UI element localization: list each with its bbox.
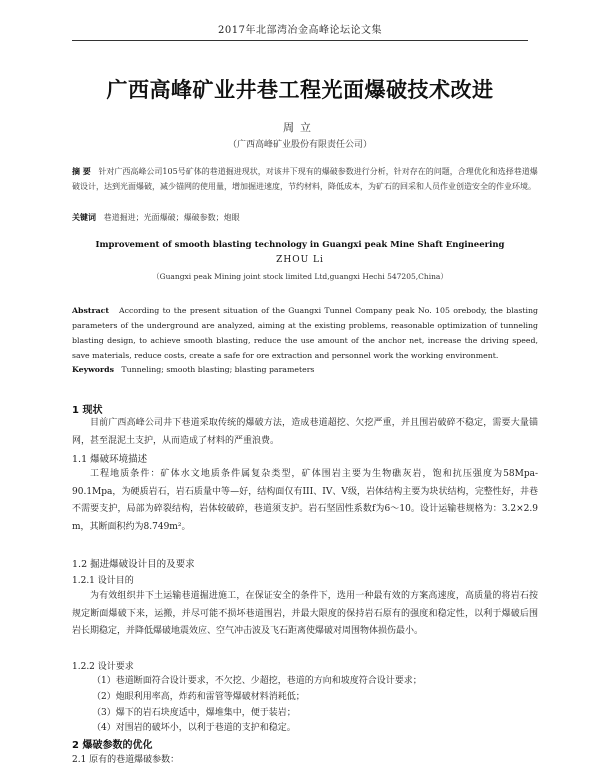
english-author: ZHOU Li: [276, 255, 324, 265]
english-affiliation: （Guangxi peak Mining joint stock limited Ltd,guangxi Hechi 547205,China）: [152, 272, 448, 281]
section-1-1-paragraph: 工程地质条件：矿体水文地质条件属复杂类型，矿体围岩主要为生物礁灰岩，饱和抗压强度为58Mpa-90.1Mpa，为硬质岩石，岩石质量中等—好，结构面仅有III、IV、V级，岩体结构主要为块状结构，完整性好，井巷不需要支护，局部为碎裂结构，岩体较破碎，巷道须支护。岩石坚固性系数f为6～10。设计运输巷规格为：3.2×2.9 m，其断面积约为8.749m²。: [72, 469, 538, 532]
cn-keywords-text: 巷道掘进；光面爆破；爆破参数；炮眼: [103, 213, 240, 222]
author-affiliation: （广西高峰矿业股份有限责任公司）: [227, 140, 372, 150]
chinese-abstract: [72, 164, 542, 194]
cn-keywords-label: 关键词: [72, 212, 96, 222]
requirement-item: （3）爆下的岩石块度适中，爆堆集中，便于装岩；: [92, 708, 296, 718]
section-1-2-1-heading: 1.2.1 设计目的: [72, 576, 134, 586]
running-header: 2017年北部湾冶金高峰论坛论文集: [218, 25, 382, 36]
english-title: Improvement of smooth blasting technology in Guangxi peak Mine Shaft Engineering: [95, 240, 505, 250]
section-1-2-heading: 1.2 掘进爆破设计目的及要求: [72, 559, 195, 570]
section-1-2-2-heading: 1.2.2 设计要求: [72, 662, 134, 672]
en-abstract-label: Abstract: [72, 306, 110, 315]
requirement-item: （1）巷道断面符合设计要求，不欠挖、少超挖，巷道的方向和坡度符合设计要求；: [92, 676, 422, 686]
section-1-2-1-paragraph: 为有效组织井下土运输巷道掘进施工，在保证安全的条件下，选用一种最有效的方案高速度，高质量的将岩石按规定断面爆破下来，运搬，并尽可能不损坏巷道围岩，并最大限度的保持岩石原有的强度和稳定性，以利于爆破后围岩长期稳定，并降低爆破地震效应、空气冲击波及飞石距离使爆破对周围物体损伤最小。: [72, 591, 538, 636]
section-2-1-heading: 2.1 原有的巷道爆破参数：: [72, 755, 180, 765]
english-keywords: [72, 365, 538, 374]
en-keywords-label: Keywords: [72, 365, 114, 374]
section-1-1-heading: 1.1 爆破环境描述: [72, 454, 148, 465]
cn-abstract-text: 针对广西高峰公司105号矿体的巷道掘进现状，对该井下现有的爆破参数进行分析，针对存在的问题，合理优化和选择巷道爆破设计，达到光面爆破，减少锚网的使用量，增加掘进速度，节约材料，降低成本，为矿石的回采和人员作业创造安全的作业环境。: [72, 167, 538, 191]
english-abstract: [72, 303, 538, 363]
paper-title: 广西高峰矿业井巷工程光面爆破技术改进: [106, 78, 494, 102]
cn-abstract-label: 摘 要: [72, 166, 91, 176]
en-keywords-text: Tunneling; smooth blasting; blasting parameters: [121, 365, 315, 374]
en-abstract-text: According to the present situation of the Guangxi Tunnel Company peak No. 105 orebody, the blasting parameters of the underground are analyzed, aiming at the existing problems, reasonable optimization of tunneling blasting design, to achieve smooth blasting, reduce the use amount of the anchor net, increase the driving speed, save materials, reduce costs, create a safe for ore extraction and personnel work the working environment.: [72, 306, 538, 360]
section-1-paragraph: 目前广西高峰公司井下巷道采取传统的爆破方法，造成巷道超挖、欠挖严重，并且围岩破碎不稳定，需要大量锚网，甚至混泥土支护，从而造成了材料的严重浪费。: [72, 418, 538, 446]
author-name: 周立: [283, 121, 317, 134]
section-1-heading: 1 现状: [72, 405, 103, 416]
requirement-item: （4）对围岩的破坏小，以利于巷道的支护和稳定。: [92, 723, 296, 733]
chinese-keywords: [72, 212, 542, 223]
requirement-item: （2）炮眼利用率高，炸药和雷管等爆破材料消耗低；: [92, 692, 305, 702]
section-2-heading: 2 爆破参数的优化: [72, 740, 153, 751]
header-divider: [72, 40, 528, 41]
